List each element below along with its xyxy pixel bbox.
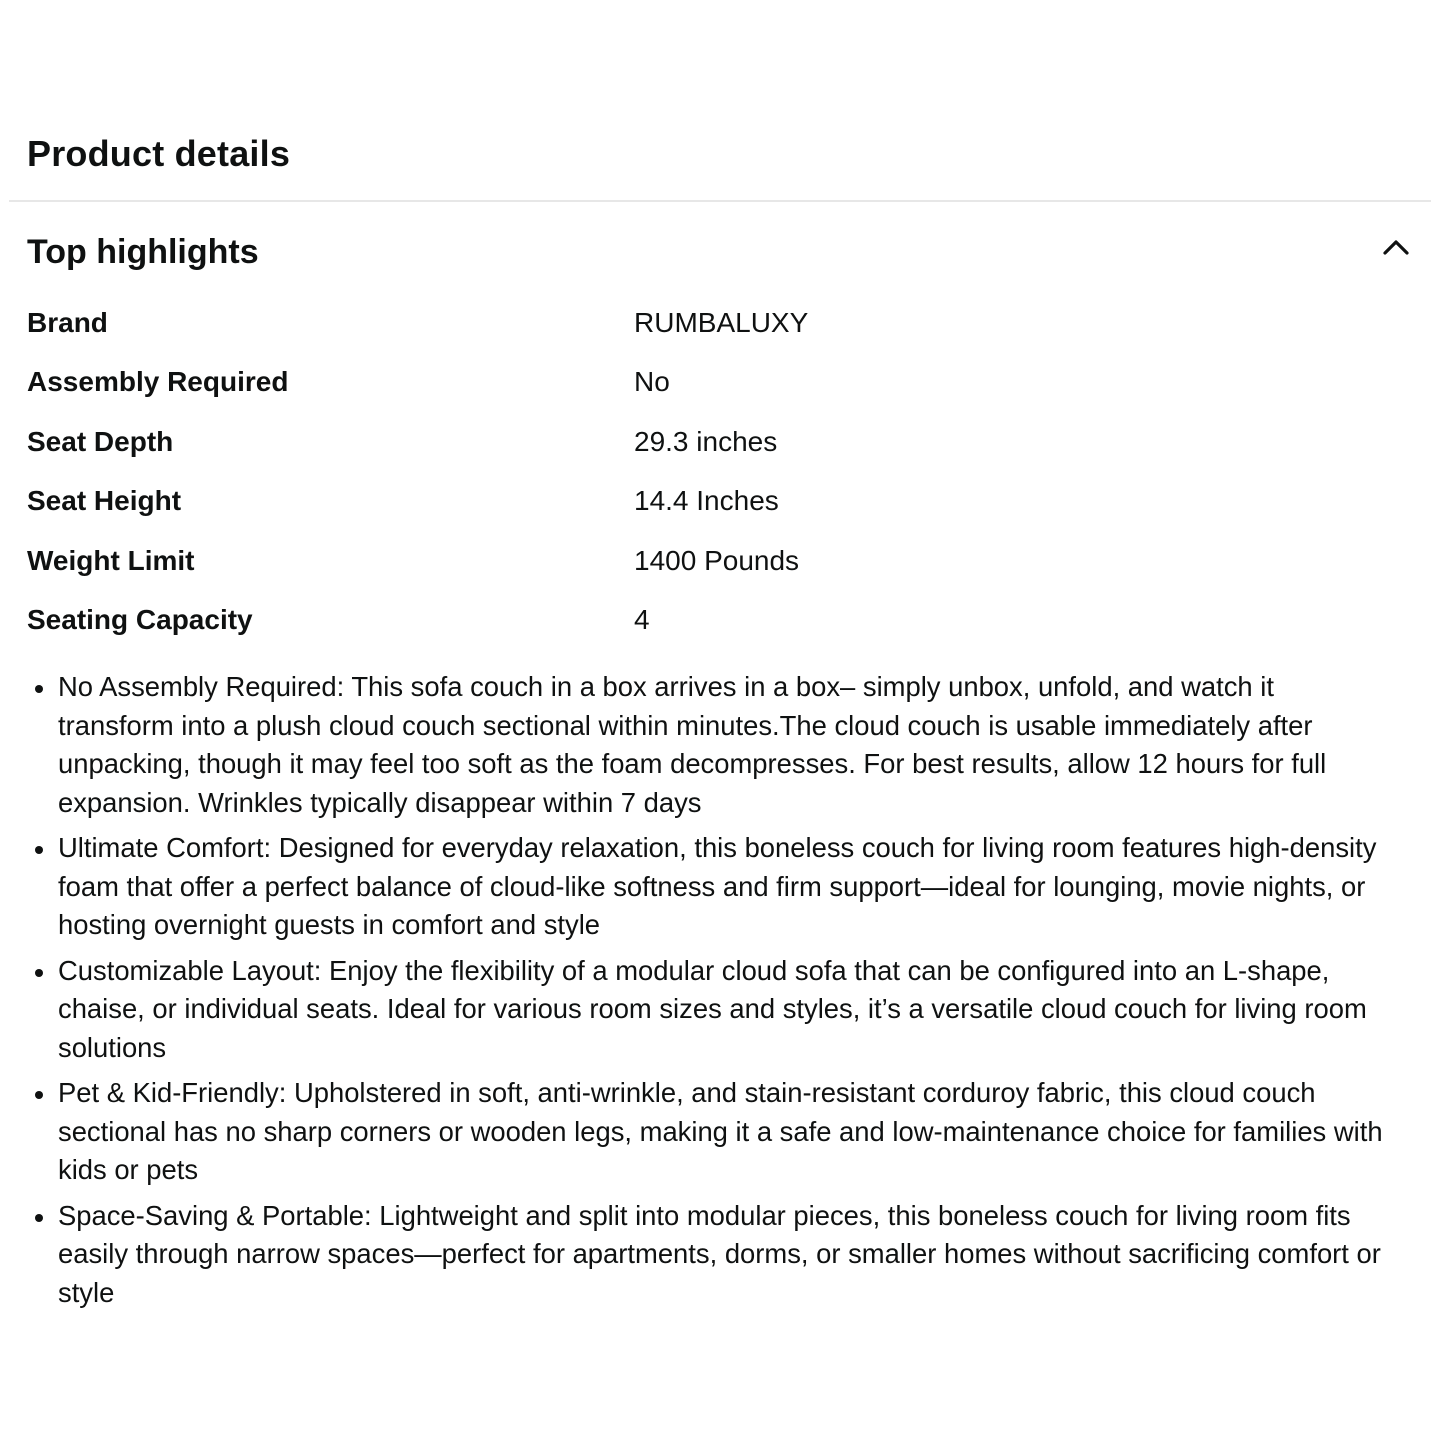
list-item-text: Pet & Kid-Friendly: Upholstered in soft, anti-wrinkle, and stain-resistant corduroy fabric, this cloud couch sectional has no sharp corners or wooden legs, making it a safe and low-maintenance choice for families with kids or pets: [58, 1077, 1383, 1185]
spec-row: [27, 474, 1413, 533]
list-item-text: No Assembly Required: This sofa couch in a box arrives in a box– simply unbox, unfold, and watch it transform into a plush cloud couch sectional within minutes.The cloud couch is usable immediately after unpacking, though it may feel too soft as the foam decompresses. For best results, allow 12 hours for full expansion. Wrinkles typically disappear within 7 days: [58, 671, 1327, 818]
chevron-up-icon[interactable]: [1379, 232, 1413, 262]
spec-value: RUMBALUXY: [634, 307, 809, 338]
divider: [9, 200, 1431, 202]
specs-table: [27, 296, 1413, 652]
spec-label: Seating Capacity: [27, 603, 253, 635]
spec-value: 4: [634, 603, 650, 635]
spec-value: 14.4 Inches: [634, 485, 779, 517]
bullet-icon: [35, 969, 43, 977]
list-item-text: Space-Saving & Portable: Lightweight and split into modular pieces, this boneless couch for living room fits easily through narrow spaces—perfect for apartments, dorms, or smaller homes without sacrificing comfort or style: [58, 1199, 1381, 1308]
list-item-text: Customizable Layout: Enjoy the flexibility of a modular cloud sofa that can be configured into an L-shape, chaise, or individual seats. Ideal for various room sizes and styles, it’s a versatile cloud couch for living room solutions: [58, 954, 1367, 1063]
bullet-icon: [35, 1214, 43, 1222]
spec-value: 1400 Pounds: [634, 544, 800, 576]
list-item: [27, 829, 1397, 945]
spec-label: Seat Height: [27, 485, 182, 517]
spec-value: No: [634, 366, 670, 398]
list-item-text: Ultimate Comfort: Designed for everyday relaxation, this boneless couch for living room features high-density foam that offer a perfect balance of cloud-like softness and firm support—ideal for lounging, movie nights, or hosting overnight guests in comfort and style: [58, 832, 1377, 940]
spec-row: [27, 296, 1413, 355]
top-highlights-header[interactable]: [27, 226, 1413, 280]
highlights-list: [27, 668, 1397, 1319]
spec-label: Assembly Required: [27, 366, 289, 398]
spec-label: Seat Depth: [27, 425, 174, 457]
list-item: [27, 1197, 1397, 1313]
bullet-icon: [35, 846, 43, 854]
section-title: Top highlights: [27, 233, 259, 271]
spec-row: [27, 355, 1413, 414]
spec-row: [27, 415, 1413, 474]
list-item: [27, 952, 1397, 1068]
spec-value: 29.3 inches: [634, 425, 778, 457]
list-item: [27, 1074, 1397, 1190]
bullet-icon: [35, 1091, 43, 1099]
bullet-icon: [35, 685, 43, 693]
spec-label: Brand: [27, 307, 108, 338]
spec-label: Weight Limit: [27, 544, 195, 576]
spec-row: [27, 534, 1413, 593]
spec-row: [27, 593, 1413, 652]
list-item: [27, 668, 1397, 822]
page-title: Product details: [27, 133, 291, 174]
